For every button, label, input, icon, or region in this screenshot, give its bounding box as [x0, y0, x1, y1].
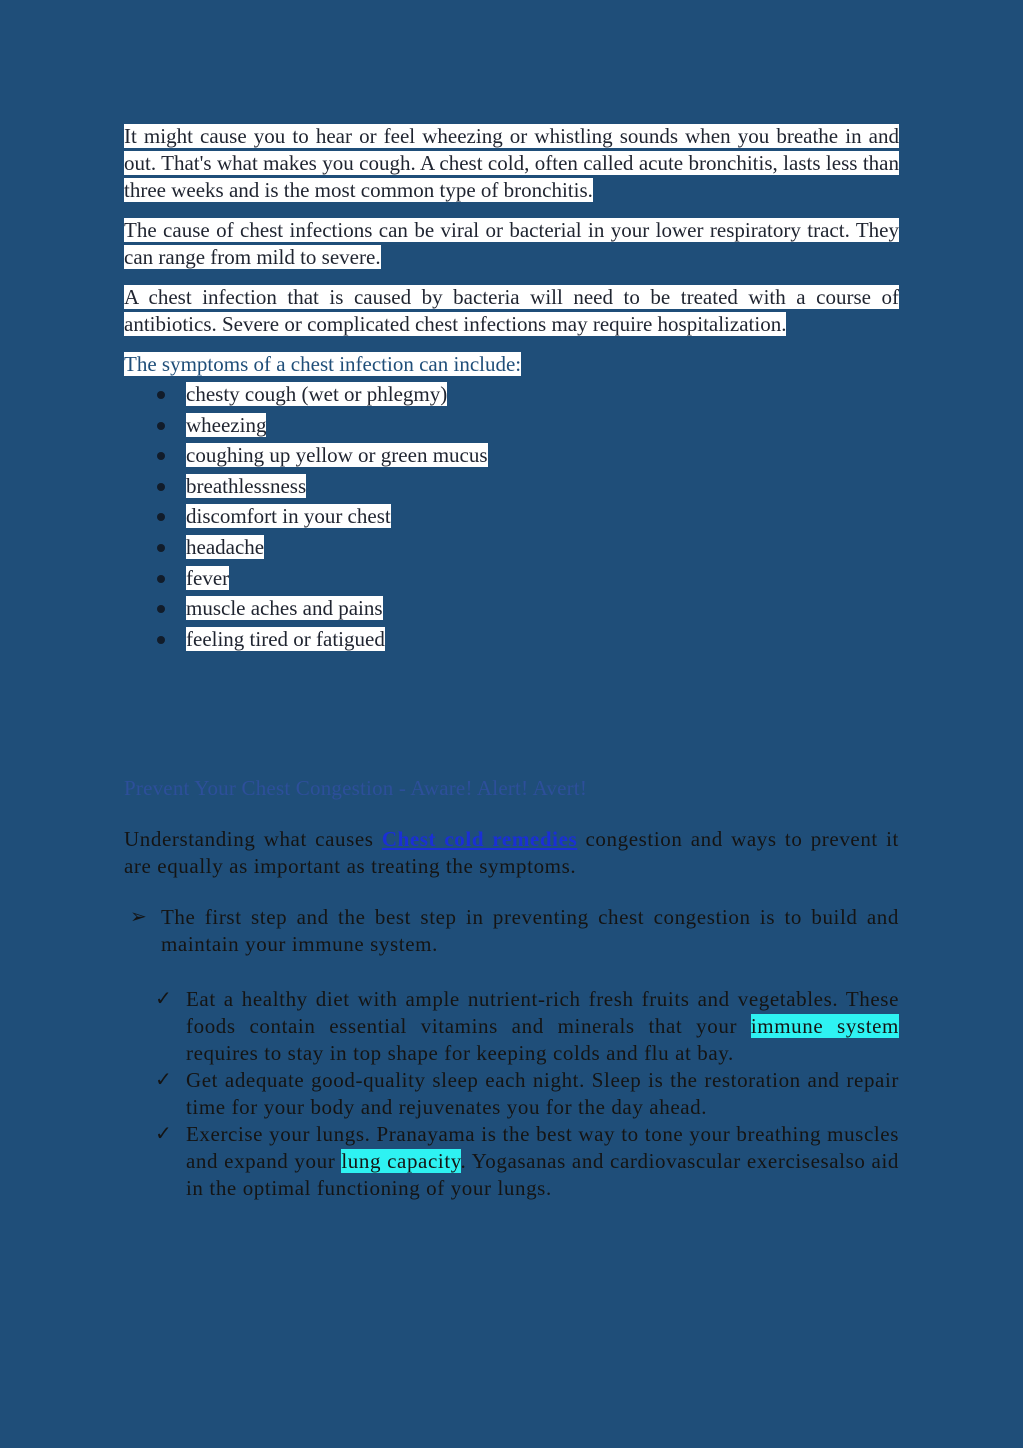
list-item: breathlessness	[124, 474, 899, 505]
arrow-bullet-icon: ➢	[130, 906, 148, 928]
bullet-icon	[157, 544, 165, 552]
bullet-icon	[157, 422, 165, 430]
bullet-icon	[157, 513, 165, 521]
list-item: muscle aches and pains	[124, 596, 899, 627]
bullet-icon	[157, 575, 165, 583]
symptoms-lead: The symptoms of a chest infection can include:	[124, 352, 522, 376]
list-item: wheezing	[124, 413, 899, 444]
list-item: ✓ Exercise your lungs. Pranayama is the best way to tone your breathing muscles and expand your lung capacity. Yogasanas and cardiovascular exercisesalso aid in the optimal functioning of your lungs.	[155, 1121, 899, 1200]
list-item: ✓ Eat a healthy diet with ample nutrient-rich fresh fruits and vegetables. These foods contain essential vitamins and minerals that your immune system requires to stay in top shape for keeping colds and flu at bay.	[155, 986, 899, 1065]
bullet-icon	[157, 452, 165, 460]
prevention-section	[124, 826, 899, 1202]
checkmark-icon: ✓	[155, 986, 173, 1010]
list-item: fever	[124, 566, 899, 597]
list-item: chesty cough (wet or phlegmy)	[124, 382, 899, 413]
symptoms-list	[124, 382, 899, 657]
paragraph-treatment: A chest infection that is caused by bacteria will need to be treated with a course of antibiotics. Severe or complicated chest infections may require hospitalization.	[124, 285, 899, 336]
bullet-icon	[157, 636, 165, 644]
bullet-icon	[157, 391, 165, 399]
list-item: headache	[124, 535, 899, 566]
arrow-item-text: The first step and the best step in preventing chest congestion is to build and maintain your immune system.	[161, 905, 899, 956]
list-item: discomfort in your chest	[124, 504, 899, 535]
bullet-icon	[157, 483, 165, 491]
intro-section	[124, 123, 899, 657]
section-heading: Prevent Your Chest Congestion - Aware! Alert! Avert!	[124, 776, 588, 800]
arrow-list-item	[124, 904, 899, 958]
checkmark-icon: ✓	[155, 1121, 173, 1145]
paragraph-causes: The cause of chest infections can be viral or bacterial in your lower respiratory tract. They can range from mild to severe.	[124, 218, 899, 269]
chest-cold-remedies-link[interactable]: Chest cold remedies	[381, 827, 578, 851]
checkmark-icon: ✓	[155, 1067, 173, 1091]
list-item: ✓ Get adequate good-quality sleep each night. Sleep is the restoration and repair time for your body and rejuvenates you for the day ahead.	[155, 1067, 899, 1119]
highlighted-term: lung capacity	[341, 1149, 461, 1173]
prevention-intro: Understanding what causes Chest cold remedies congestion and ways to prevent it are equally as important as treating the symptoms.	[124, 827, 899, 878]
paragraph-bronchitis: It might cause you to hear or feel wheezing or whistling sounds when you breathe in and out. That's what makes you cough. A chest cold, often called acute bronchitis, lasts less than three weeks and is the most common type of bronchitis.	[124, 124, 899, 202]
list-item: feeling tired or fatigued	[124, 627, 899, 658]
list-item: coughing up yellow or green mucus	[124, 443, 899, 474]
highlighted-term: immune system	[750, 1014, 899, 1038]
tips-list	[124, 986, 899, 1202]
bullet-icon	[157, 605, 165, 613]
